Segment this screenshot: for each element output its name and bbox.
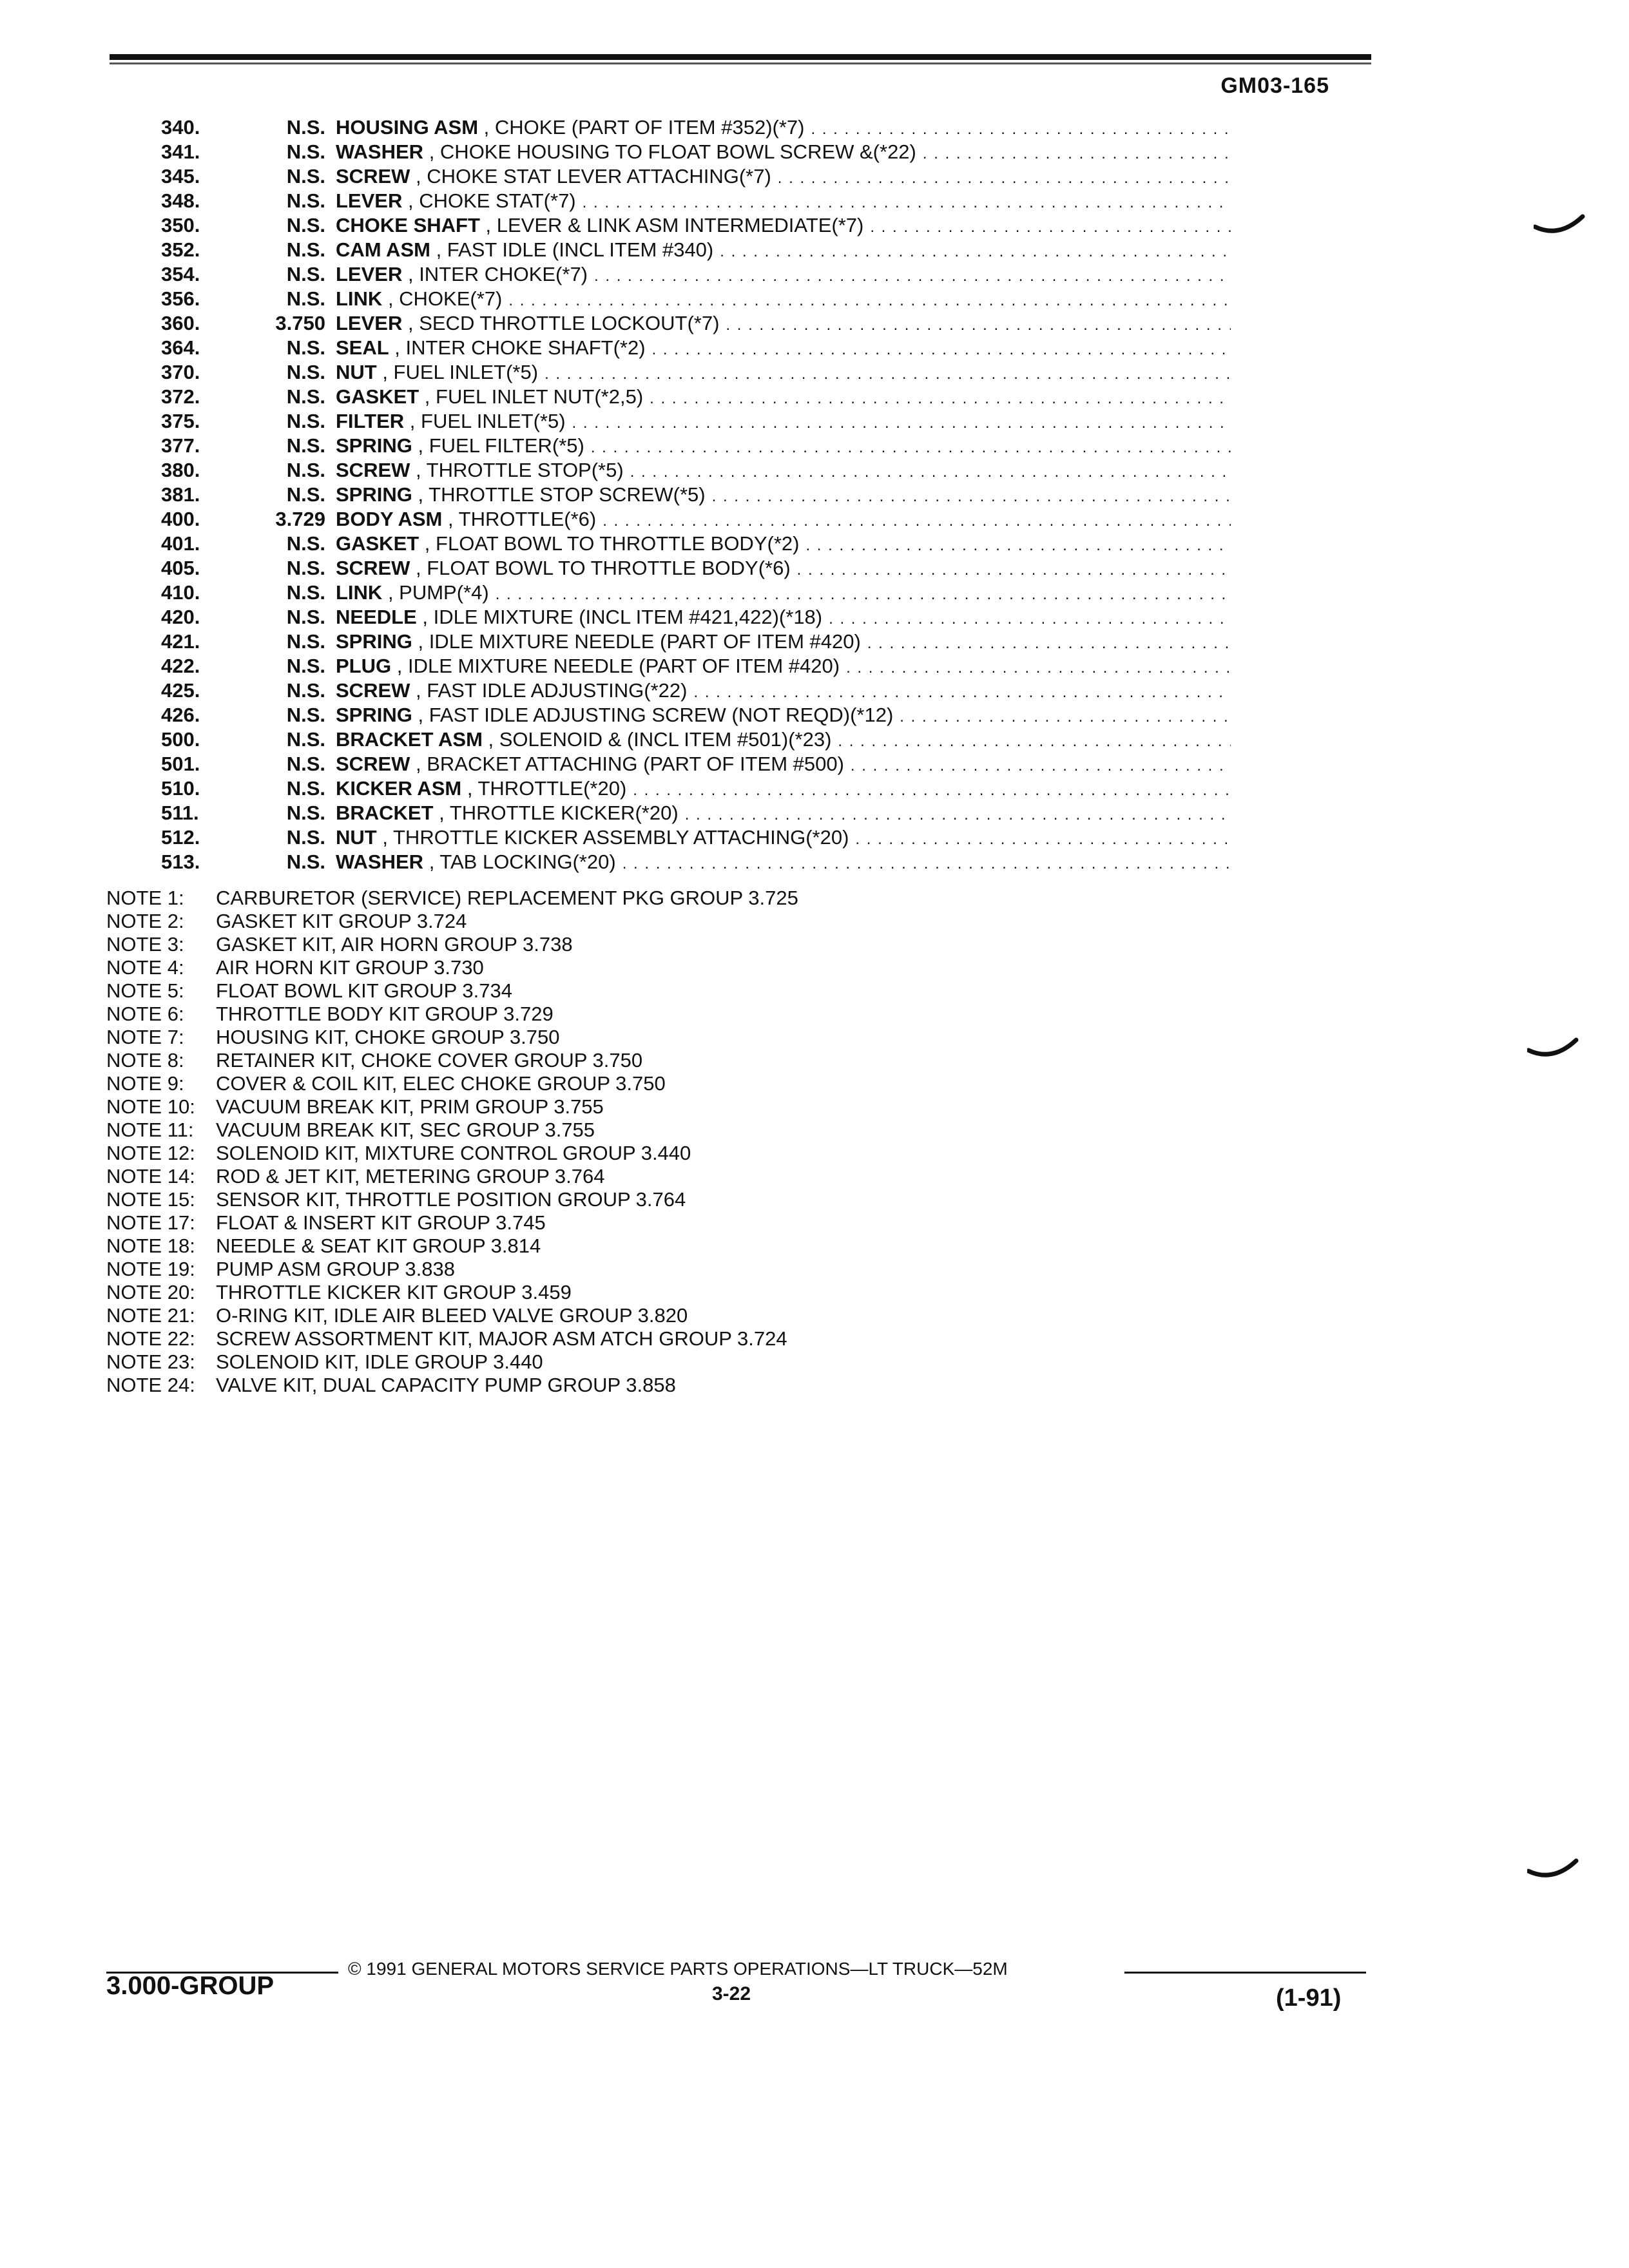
part-group: N.S.	[286, 165, 325, 187]
part-detail: , SECD THROTTLE LOCKOUT(*7)	[402, 312, 720, 334]
part-group: N.S.	[286, 189, 325, 212]
part-row	[161, 459, 1231, 483]
part-name: SCREW	[336, 557, 410, 579]
note-label: NOTE 8:	[106, 1049, 184, 1072]
part-number: 410.	[161, 581, 200, 604]
leader-dots	[685, 802, 1231, 825]
part-number: 345.	[161, 165, 200, 187]
note-text: VACUUM BREAK KIT, SEC GROUP 3.755	[216, 1119, 595, 1141]
part-row	[161, 189, 1231, 214]
part-name: BRACKET	[336, 802, 434, 824]
part-detail: , THROTTLE STOP(*5)	[410, 459, 624, 481]
part-description	[336, 557, 1231, 580]
leader-dots	[855, 826, 1231, 849]
part-description	[336, 459, 1231, 482]
note-text: AIR HORN KIT GROUP 3.730	[216, 956, 484, 979]
note-row	[106, 1327, 1073, 1350]
part-row	[161, 606, 1231, 630]
part-detail: , THROTTLE(*20)	[461, 777, 627, 800]
note-row	[106, 1095, 1073, 1119]
part-description	[336, 679, 1231, 702]
leader-dots	[851, 753, 1231, 776]
footer-rule-right	[1124, 1972, 1366, 1974]
part-group: N.S.	[286, 777, 325, 800]
note-label: NOTE 17:	[106, 1211, 195, 1234]
part-name: CAM ASM	[336, 238, 430, 261]
part-number: 372.	[161, 385, 200, 408]
part-row	[161, 630, 1231, 655]
part-row	[161, 728, 1231, 753]
part-description	[336, 336, 1231, 360]
leader-dots	[650, 385, 1231, 408]
note-text: O-RING KIT, IDLE AIR BLEED VALVE GROUP 3.820	[216, 1304, 688, 1327]
part-detail: , FAST IDLE ADJUSTING SCREW (NOT REQD)(*12)	[412, 704, 894, 726]
part-number: 420.	[161, 606, 200, 628]
part-description	[336, 214, 1231, 237]
note-text: RETAINER KIT, CHOKE COVER GROUP 3.750	[216, 1049, 643, 1072]
part-row	[161, 361, 1231, 385]
leader-dots	[900, 704, 1231, 727]
note-row	[106, 1350, 1073, 1374]
part-group: N.S.	[286, 116, 325, 139]
part-group: N.S.	[286, 140, 325, 163]
part-name: LEVER	[336, 189, 403, 212]
note-row	[106, 1142, 1073, 1165]
part-name: SPRING	[336, 630, 412, 653]
part-detail: , FLOAT BOWL TO THROTTLE BODY(*6)	[410, 557, 791, 579]
part-description	[336, 165, 1231, 188]
note-label: NOTE 1:	[106, 887, 184, 909]
part-detail: , FUEL INLET NUT(*2,5)	[419, 385, 644, 408]
part-row	[161, 850, 1231, 875]
part-name: LEVER	[336, 263, 403, 285]
part-detail: , FAST IDLE (INCL ITEM #340)	[430, 238, 714, 261]
part-number: 364.	[161, 336, 200, 359]
part-number: 340.	[161, 116, 200, 139]
part-row	[161, 410, 1231, 434]
part-group: N.S.	[286, 704, 325, 726]
part-group: N.S.	[286, 532, 325, 555]
note-row	[106, 1304, 1073, 1327]
part-description	[336, 532, 1231, 555]
part-row	[161, 532, 1231, 557]
leader-dots	[838, 728, 1231, 751]
note-text: FLOAT & INSERT KIT GROUP 3.745	[216, 1211, 546, 1234]
footer-page-number: 3-22	[712, 1983, 751, 2004]
leader-dots	[591, 434, 1231, 457]
note-text: HOUSING KIT, CHOKE GROUP 3.750	[216, 1026, 560, 1048]
part-group: 3.750	[275, 312, 325, 334]
part-number: 422.	[161, 655, 200, 677]
part-detail: , BRACKET ATTACHING (PART OF ITEM #500)	[410, 753, 844, 775]
part-detail: , FAST IDLE ADJUSTING(*22)	[410, 679, 688, 702]
part-row	[161, 679, 1231, 704]
part-number: 425.	[161, 679, 200, 702]
part-name: NUT	[336, 361, 377, 383]
leader-dots	[622, 850, 1231, 874]
note-label: NOTE 24:	[106, 1374, 195, 1396]
note-label: NOTE 3:	[106, 933, 184, 956]
binder-mark-icon	[1534, 213, 1585, 238]
part-number: 501.	[161, 753, 200, 775]
part-detail: , IDLE MIXTURE (INCL ITEM #421,422)(*18)	[416, 606, 823, 628]
leader-dots	[602, 508, 1231, 531]
note-row	[106, 1281, 1073, 1304]
part-detail: , INTER CHOKE(*7)	[402, 263, 588, 285]
note-label: NOTE 18:	[106, 1235, 195, 1257]
part-detail: , FUEL INLET(*5)	[376, 361, 539, 383]
note-label: NOTE 19:	[106, 1258, 195, 1280]
part-number: 354.	[161, 263, 200, 285]
leader-dots	[572, 410, 1231, 433]
note-text: THROTTLE BODY KIT GROUP 3.729	[216, 1003, 554, 1025]
part-description	[336, 728, 1231, 751]
part-detail: , TAB LOCKING(*20)	[423, 850, 616, 873]
part-detail: , CHOKE HOUSING TO FLOAT BOWL SCREW &(*22)	[423, 140, 916, 163]
part-description	[336, 238, 1231, 262]
note-label: NOTE 22:	[106, 1327, 195, 1350]
part-name: FILTER	[336, 410, 405, 432]
part-description	[336, 508, 1231, 531]
part-name: SCREW	[336, 459, 410, 481]
top-rule-thin	[110, 62, 1371, 64]
part-group: N.S.	[286, 630, 325, 653]
part-group: N.S.	[286, 728, 325, 751]
note-label: NOTE 9:	[106, 1072, 184, 1095]
part-description	[336, 312, 1231, 335]
note-row	[106, 1188, 1073, 1211]
leader-dots	[829, 606, 1231, 629]
part-name: SPRING	[336, 483, 412, 506]
part-row	[161, 508, 1231, 532]
part-description	[336, 704, 1231, 727]
part-name: BRACKET ASM	[336, 728, 483, 751]
part-group: N.S.	[286, 802, 325, 824]
leader-dots	[726, 312, 1231, 335]
part-group: N.S.	[286, 581, 325, 604]
part-group: N.S.	[286, 361, 325, 383]
part-description	[336, 410, 1231, 433]
leader-dots	[652, 336, 1231, 360]
note-row	[106, 1049, 1073, 1072]
part-name: WASHER	[336, 850, 424, 873]
note-row	[106, 1374, 1073, 1397]
part-row	[161, 655, 1231, 679]
part-number: 377.	[161, 434, 200, 457]
part-name: PLUG	[336, 655, 392, 677]
part-row	[161, 777, 1231, 802]
part-group: N.S.	[286, 483, 325, 506]
part-row	[161, 753, 1231, 777]
part-row	[161, 802, 1231, 826]
part-number: 381.	[161, 483, 200, 506]
note-text: SOLENOID KIT, IDLE GROUP 3.440	[216, 1350, 543, 1373]
leader-dots	[694, 679, 1231, 702]
part-row	[161, 116, 1231, 140]
part-group: N.S.	[286, 606, 325, 628]
leader-dots	[583, 189, 1231, 213]
part-detail: , LEVER & LINK ASM INTERMEDIATE(*7)	[479, 214, 864, 236]
part-group: N.S.	[286, 655, 325, 677]
note-text: VACUUM BREAK KIT, PRIM GROUP 3.755	[216, 1095, 604, 1118]
part-number: 348.	[161, 189, 200, 212]
part-detail: , FUEL FILTER(*5)	[412, 434, 584, 457]
leader-dots	[867, 630, 1231, 653]
note-row	[106, 1072, 1073, 1095]
part-name: HOUSING ASM	[336, 116, 479, 139]
part-detail: , INTER CHOKE SHAFT(*2)	[389, 336, 646, 359]
part-name: SCREW	[336, 679, 410, 702]
part-detail: , THROTTLE KICKER(*20)	[433, 802, 679, 824]
part-description	[336, 140, 1231, 164]
leader-dots	[545, 361, 1231, 384]
part-description	[336, 655, 1231, 678]
part-row	[161, 312, 1231, 336]
part-name: GASKET	[336, 385, 419, 408]
note-label: NOTE 12:	[106, 1142, 195, 1164]
note-row	[106, 1003, 1073, 1026]
part-number: 510.	[161, 777, 200, 800]
part-detail: , IDLE MIXTURE NEEDLE (PART OF ITEM #420)	[412, 630, 861, 653]
part-row	[161, 336, 1231, 361]
part-detail: , PUMP(*4)	[382, 581, 489, 604]
note-row	[106, 956, 1073, 979]
part-name: SPRING	[336, 704, 412, 726]
part-row	[161, 826, 1231, 850]
part-name: LEVER	[336, 312, 403, 334]
part-group: N.S.	[286, 336, 325, 359]
part-row	[161, 557, 1231, 581]
note-text: ROD & JET KIT, METERING GROUP 3.764	[216, 1165, 605, 1187]
leader-dots	[778, 165, 1231, 188]
part-group: N.S.	[286, 679, 325, 702]
note-text: SENSOR KIT, THROTTLE POSITION GROUP 3.764	[216, 1188, 686, 1211]
part-number: 426.	[161, 704, 200, 726]
part-group: N.S.	[286, 238, 325, 261]
part-description	[336, 263, 1231, 286]
part-description	[336, 483, 1231, 506]
note-text: GASKET KIT GROUP 3.724	[216, 910, 467, 932]
note-text: SCREW ASSORTMENT KIT, MAJOR ASM ATCH GROUP 3.724	[216, 1327, 787, 1350]
leader-dots	[811, 116, 1231, 139]
note-text: CARBURETOR (SERVICE) REPLACEMENT PKG GROUP 3.725	[216, 887, 798, 909]
note-text: NEEDLE & SEAT KIT GROUP 3.814	[216, 1235, 541, 1257]
note-label: NOTE 5:	[106, 979, 184, 1002]
part-group: N.S.	[286, 385, 325, 408]
note-label: NOTE 11:	[106, 1119, 194, 1141]
part-number: 500.	[161, 728, 200, 751]
part-description	[336, 287, 1231, 311]
part-group: N.S.	[286, 410, 325, 432]
leader-dots	[508, 287, 1231, 311]
part-name: NUT	[336, 826, 377, 849]
part-number: 421.	[161, 630, 200, 653]
note-label: NOTE 4:	[106, 956, 184, 979]
part-number: 400.	[161, 508, 200, 530]
leader-dots	[805, 532, 1231, 555]
note-row	[106, 933, 1073, 956]
note-row	[106, 1211, 1073, 1235]
part-row	[161, 287, 1231, 312]
footer-revision: (1-91)	[1276, 1984, 1342, 2012]
leader-dots	[633, 777, 1231, 800]
part-row	[161, 581, 1231, 606]
part-number: 380.	[161, 459, 200, 481]
part-detail: , CHOKE(*7)	[382, 287, 503, 310]
note-row	[106, 979, 1073, 1003]
part-group: N.S.	[286, 826, 325, 849]
note-row	[106, 887, 1073, 910]
part-row	[161, 263, 1231, 287]
part-detail: , THROTTLE(*6)	[442, 508, 597, 530]
part-detail: , SOLENOID & (INCL ITEM #501)(*23)	[482, 728, 832, 751]
part-number: 401.	[161, 532, 200, 555]
part-group: 3.729	[275, 508, 325, 530]
part-name: BODY ASM	[336, 508, 443, 530]
part-description	[336, 777, 1231, 800]
part-number: 511.	[161, 802, 199, 824]
footer-copyright: © 1991 GENERAL MOTORS SERVICE PARTS OPERATIONS—LT TRUCK—52M	[348, 1959, 1008, 1979]
part-number: 352.	[161, 238, 200, 261]
part-row	[161, 483, 1231, 508]
part-number: 370.	[161, 361, 200, 383]
leader-dots	[630, 459, 1231, 482]
part-row	[161, 165, 1231, 189]
part-group: N.S.	[286, 459, 325, 481]
parts-list	[161, 116, 1231, 875]
note-text: SOLENOID KIT, MIXTURE CONTROL GROUP 3.440	[216, 1142, 691, 1164]
footer-section: 3.000-GROUP	[106, 1972, 275, 2000]
part-description	[336, 606, 1231, 629]
part-description	[336, 581, 1231, 604]
part-number: 513.	[161, 850, 200, 873]
part-description	[336, 850, 1231, 874]
part-description	[336, 116, 1231, 139]
note-row	[106, 1258, 1073, 1281]
leader-dots	[712, 483, 1231, 506]
part-description	[336, 826, 1231, 849]
note-label: NOTE 10:	[106, 1095, 195, 1118]
leader-dots	[594, 263, 1231, 286]
part-number: 341.	[161, 140, 200, 163]
part-name: KICKER ASM	[336, 777, 462, 800]
note-label: NOTE 6:	[106, 1003, 184, 1025]
part-number: 512.	[161, 826, 200, 849]
note-label: NOTE 21:	[106, 1304, 195, 1327]
note-label: NOTE 7:	[106, 1026, 184, 1048]
leader-dots	[720, 238, 1231, 262]
notes-list	[106, 887, 1073, 1397]
part-number: 356.	[161, 287, 200, 310]
part-row	[161, 238, 1231, 263]
note-text: COVER & COIL KIT, ELEC CHOKE GROUP 3.750	[216, 1072, 666, 1095]
leader-dots	[496, 581, 1231, 604]
part-name: LINK	[336, 581, 383, 604]
note-label: NOTE 20:	[106, 1281, 195, 1303]
part-number: 405.	[161, 557, 200, 579]
part-description	[336, 189, 1231, 213]
part-detail: , THROTTLE STOP SCREW(*5)	[412, 483, 706, 506]
leader-dots	[923, 140, 1231, 164]
binder-mark-icon	[1527, 1036, 1579, 1062]
part-group: N.S.	[286, 557, 325, 579]
leader-dots	[797, 557, 1231, 580]
note-row	[106, 910, 1073, 933]
note-label: NOTE 23:	[106, 1350, 195, 1373]
part-detail: , CHOKE STAT LEVER ATTACHING(*7)	[410, 165, 771, 187]
part-description	[336, 802, 1231, 825]
part-name: SEAL	[336, 336, 389, 359]
part-detail: , CHOKE (PART OF ITEM #352)(*7)	[478, 116, 805, 139]
part-name: LINK	[336, 287, 383, 310]
note-row	[106, 1026, 1073, 1049]
note-text: THROTTLE KICKER KIT GROUP 3.459	[216, 1281, 572, 1303]
part-group: N.S.	[286, 263, 325, 285]
part-description	[336, 753, 1231, 776]
part-name: WASHER	[336, 140, 424, 163]
part-name: NEEDLE	[336, 606, 417, 628]
part-description	[336, 630, 1231, 653]
part-detail: , CHOKE STAT(*7)	[402, 189, 576, 212]
part-detail: , IDLE MIXTURE NEEDLE (PART OF ITEM #420)	[391, 655, 840, 677]
part-detail: , FLOAT BOWL TO THROTTLE BODY(*2)	[419, 532, 800, 555]
note-row	[106, 1119, 1073, 1142]
part-group: N.S.	[286, 850, 325, 873]
note-row	[106, 1165, 1073, 1188]
part-row	[161, 140, 1231, 165]
note-text: PUMP ASM GROUP 3.838	[216, 1258, 456, 1280]
part-row	[161, 214, 1231, 238]
leader-dots	[846, 655, 1231, 678]
page-code: GM03-165	[1220, 73, 1329, 98]
part-number: 360.	[161, 312, 200, 334]
part-group: N.S.	[286, 753, 325, 775]
part-name: SCREW	[336, 753, 410, 775]
note-label: NOTE 2:	[106, 910, 184, 932]
part-name: SCREW	[336, 165, 410, 187]
note-text: VALVE KIT, DUAL CAPACITY PUMP GROUP 3.858	[216, 1374, 676, 1396]
note-text: GASKET KIT, AIR HORN GROUP 3.738	[216, 933, 573, 956]
leader-dots	[870, 214, 1231, 237]
part-name: GASKET	[336, 532, 419, 555]
part-row	[161, 704, 1231, 728]
part-group: N.S.	[286, 287, 325, 310]
part-name: CHOKE SHAFT	[336, 214, 480, 236]
part-detail: , FUEL INLET(*5)	[404, 410, 566, 432]
part-group: N.S.	[286, 434, 325, 457]
binder-mark-icon	[1527, 1857, 1579, 1883]
part-number: 350.	[161, 214, 200, 236]
part-row	[161, 434, 1231, 459]
part-name: SPRING	[336, 434, 412, 457]
part-description	[336, 361, 1231, 384]
top-rule	[110, 54, 1371, 60]
note-label: NOTE 15:	[106, 1188, 195, 1211]
part-row	[161, 385, 1231, 410]
note-text: FLOAT BOWL KIT GROUP 3.734	[216, 979, 512, 1002]
part-detail: , THROTTLE KICKER ASSEMBLY ATTACHING(*20)	[376, 826, 849, 849]
part-group: N.S.	[286, 214, 325, 236]
note-label: NOTE 14:	[106, 1165, 195, 1187]
note-row	[106, 1235, 1073, 1258]
part-number: 375.	[161, 410, 200, 432]
part-description	[336, 434, 1231, 457]
part-description	[336, 385, 1231, 408]
